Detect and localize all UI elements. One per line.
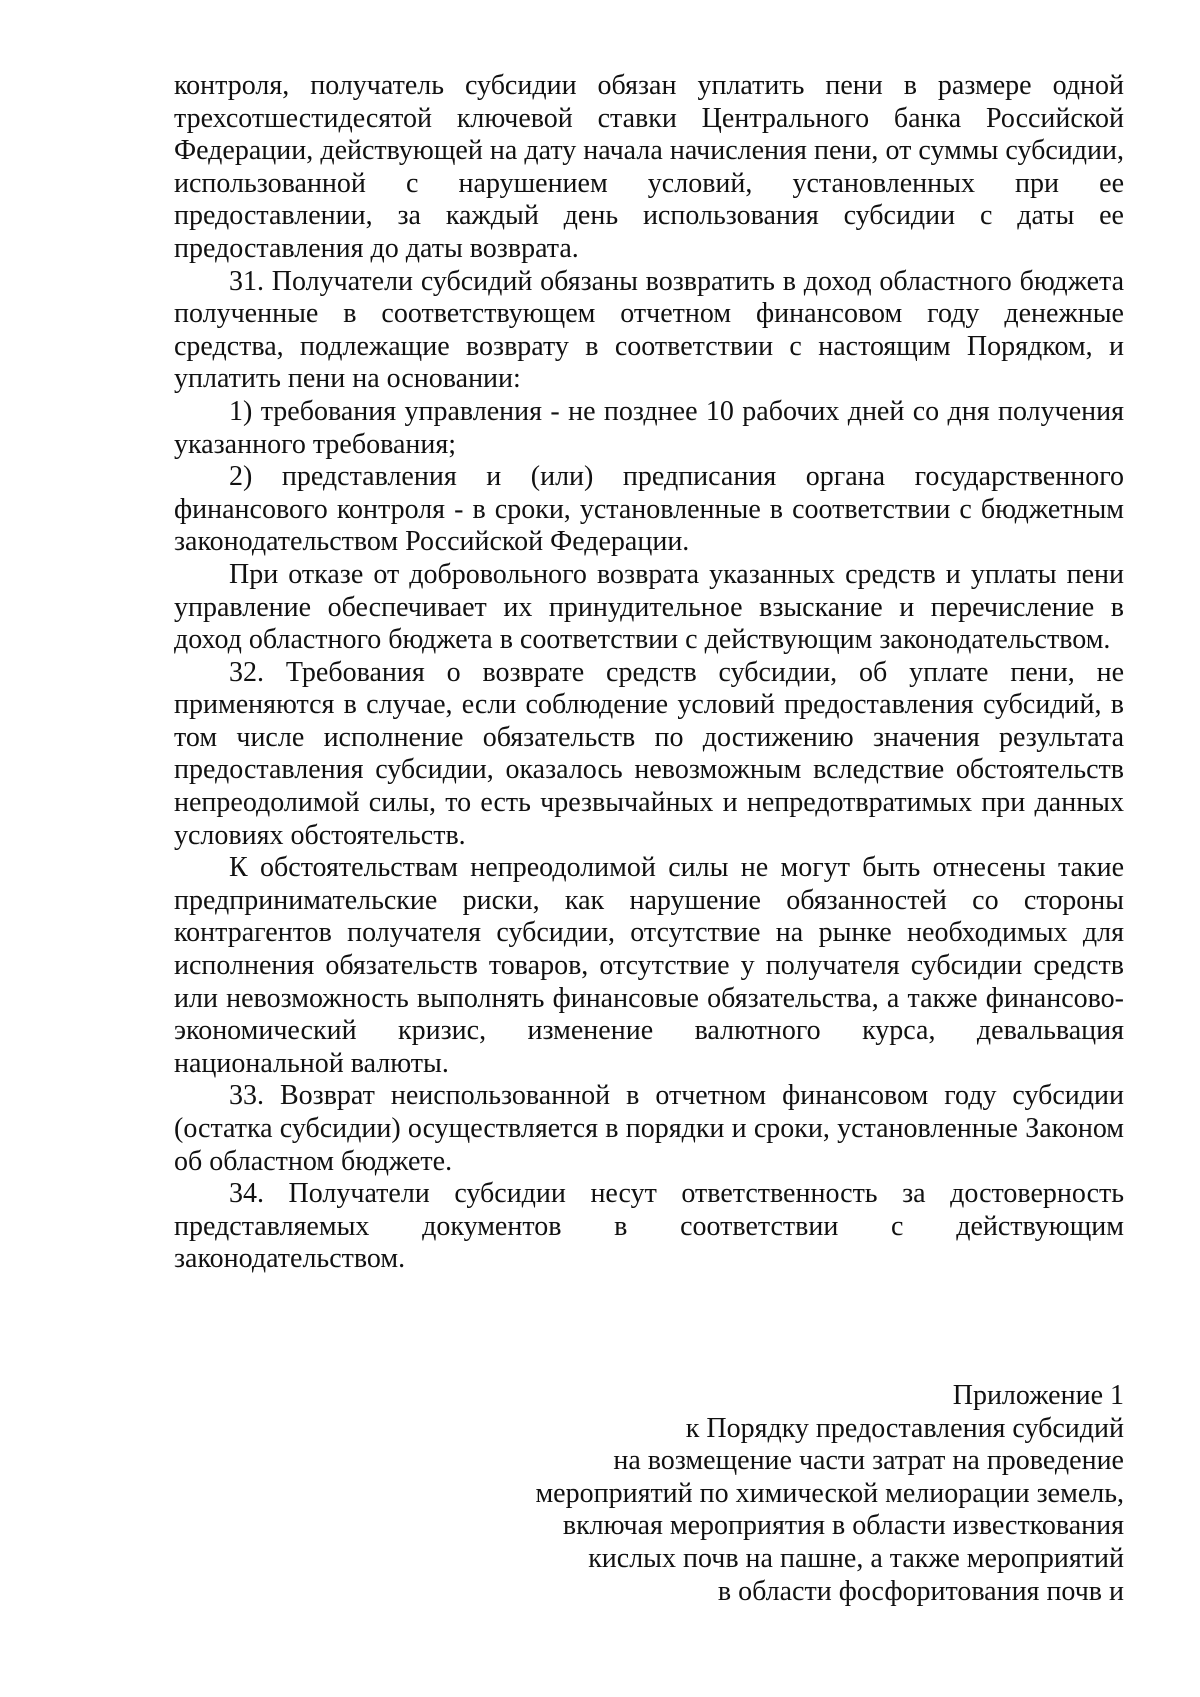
document-body: [174, 70, 1124, 1276]
paragraph-subitem-2: 2) представления и (или) предписания органа государственного финансового контроля - в сроки, установленные в соответствии с бюджетным законодательством Российской Федерации.: [174, 461, 1124, 558]
paragraph-force-majeure: К обстоятельствам непреодолимой силы не могут быть отнесены такие предпринимательские риски, как нарушение обязанностей со стороны контрагентов получателя субсидии, отсутствие на рынке необходимых для исполнения обязательств товаров, отсутствие у получателя субсидии средств или невозможность выполнять финансовые обязательства, а также финансово-экономический кризис, изменение валютного курса, девальвация национальной валюты.: [174, 852, 1124, 1079]
paragraph-refusal: При отказе от добровольного возврата указанных средств и уплаты пени управление обеспечивает их принудительное взыскание и перечисление в доход областного бюджета в соответствии с действующим законодательством.: [174, 558, 1124, 656]
paragraph-item-33: 33. Возврат неиспользованной в отчетном финансовом году субсидии (остатка субсидии) осуществляется в порядки и сроки, установленные Законом об областном бюджете.: [174, 1080, 1124, 1177]
appendix-line: включая мероприятия в области известкования: [562, 1510, 1124, 1542]
paragraph-continuation: контроля, получатель субсидии обязан уплатить пени в размере одной трехсотшестидесятой ключевой ставки Центрального банка Российской Федерации, действующей на дату начала начисления пени, от суммы субсидии, использованной с нарушением условий, установленных при ее предоставлении, за каждый день использования субсидии с даты ее предоставления до даты возврата.: [174, 70, 1124, 264]
paragraph-item-31: 31. Получатели субсидий обязаны возвратить в доход областного бюджета полученные в соответствующем отчетном финансовом году денежные средства, подлежащие возврату в соответствии с настоящим Порядком, и уплатить пени на основании:: [174, 265, 1124, 395]
paragraph-item-34: 34. Получатели субсидии несут ответственность за достоверность представляемых документов в соответствии с действующим законодательством.: [174, 1178, 1124, 1275]
paragraph-subitem-1: 1) требования управления - не позднее 10 рабочих дней со дня получения указанного требования;: [174, 395, 1124, 460]
appendix-header: [474, 1380, 1124, 1608]
appendix-line: на возмещение части затрат на проведение: [613, 1445, 1124, 1477]
appendix-line: к Порядку предоставления субсидий: [685, 1412, 1124, 1444]
appendix-line: мероприятий по химической мелиорации земель,: [535, 1477, 1124, 1509]
appendix-line: в области фосфоритования почв и: [717, 1575, 1124, 1607]
appendix-line: кислых почв на пашне, а также мероприятий: [588, 1542, 1124, 1574]
paragraph-item-32: 32. Требования о возврате средств субсидии, об уплате пени, не применяются в случае, если соблюдение условий предоставления субсидий, в том числе исполнение обязательств по достижению значения результата предоставления субсидии, оказалось невозможным вследствие обстоятельств непреодолимой силы, то есть чрезвычайных и непредотвратимых при данных условиях обстоятельств.: [174, 656, 1124, 851]
appendix-title: Приложение 1: [952, 1380, 1124, 1411]
